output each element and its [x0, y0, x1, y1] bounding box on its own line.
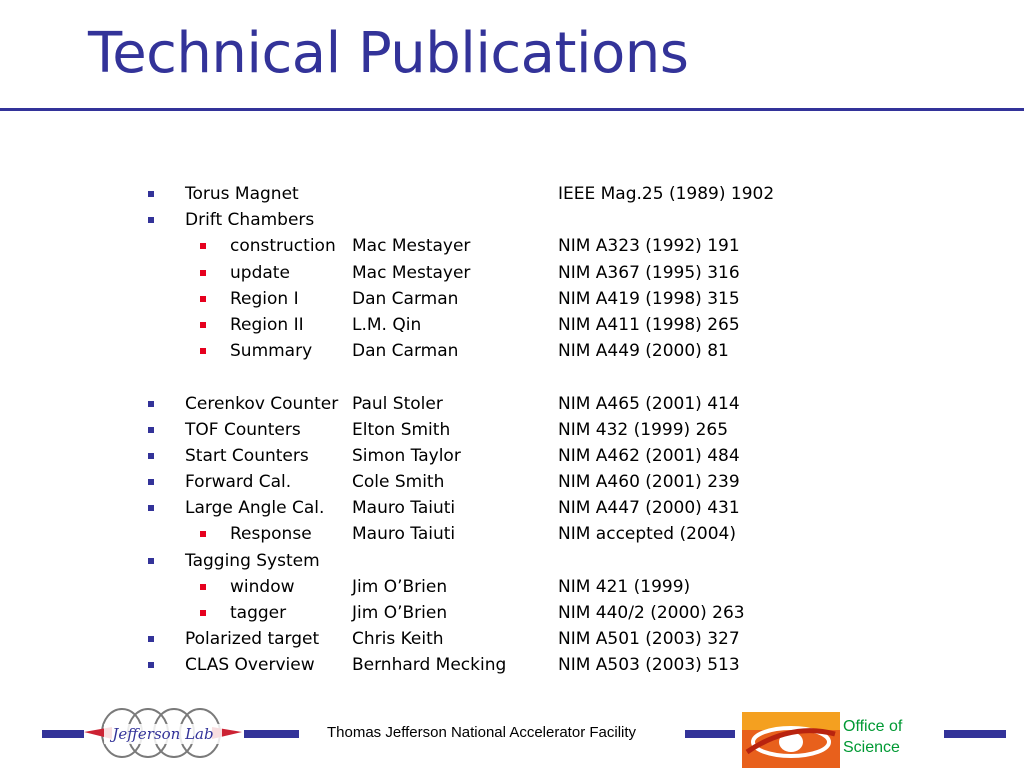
page-title: Technical Publications: [88, 21, 689, 86]
bullet-icon: [148, 558, 154, 564]
publication-row: [0, 443, 1024, 469]
publication-row: [0, 600, 1024, 626]
reference-label: NIM A367 (1995) 316: [558, 262, 740, 283]
sub-bullet-icon: [200, 584, 206, 590]
bullet-icon: [148, 427, 154, 433]
topic-label: construction: [230, 236, 336, 257]
footer-text: Thomas Jefferson National Accelerator Facility: [327, 724, 637, 741]
publication-row: [0, 312, 1024, 338]
sub-bullet-icon: [200, 270, 206, 276]
reference-label: NIM A419 (1998) 315: [558, 288, 740, 309]
publication-row: [0, 260, 1024, 286]
author-label: Jim O’Brien: [352, 576, 448, 597]
publication-row: [0, 521, 1024, 547]
topic-label: Region I: [230, 288, 299, 309]
bullet-icon: [148, 505, 154, 511]
topic-label: Response: [230, 524, 312, 545]
topic-label: TOF Counters: [185, 419, 301, 440]
reference-label: NIM accepted (2004): [558, 524, 737, 545]
reference-label: NIM A447 (2000) 431: [558, 498, 740, 519]
reference-label: NIM 440/2 (2000) 263: [558, 603, 745, 623]
sub-bullet-icon: [200, 296, 206, 302]
author-label: Simon Taylor: [352, 445, 461, 466]
reference-label: NIM 432 (1999) 265: [558, 419, 729, 440]
jefferson-lab-logo: [82, 705, 244, 761]
topic-label: Large Angle Cal.: [185, 498, 325, 519]
bullet-icon: [148, 401, 154, 407]
reference-label: NIM A462 (2001) 484: [558, 445, 740, 466]
bullet-icon: [148, 217, 154, 223]
topic-label: Region II: [230, 314, 304, 335]
topic-label: Start Counters: [185, 445, 309, 466]
reference-label: IEEE Mag.25 (1989) 1902: [558, 184, 775, 204]
publication-row: [0, 391, 1024, 417]
author-label: Dan Carman: [352, 288, 459, 309]
sub-bullet-icon: [200, 610, 206, 616]
author-label: Mac Mestayer: [352, 262, 471, 283]
title-divider: [0, 108, 1024, 111]
office-label-line2: Science: [843, 739, 900, 756]
reference-label: NIM A449 (2000) 81: [558, 341, 729, 362]
publication-row: [0, 417, 1024, 443]
publication-row: [0, 338, 1024, 364]
author-label: Chris Keith: [352, 629, 444, 650]
sub-bullet-icon: [200, 243, 206, 249]
topic-label: Forward Cal.: [185, 472, 292, 493]
topic-label: Tagging System: [185, 550, 320, 571]
publication-row: [0, 652, 1024, 678]
author-label: Dan Carman: [352, 341, 459, 362]
author-label: L.M. Qin: [352, 314, 422, 335]
footer-bar-right: [944, 730, 1006, 738]
office-of-science-label: [843, 716, 902, 758]
publication-row: [0, 181, 1024, 207]
publication-list: [0, 181, 1024, 679]
topic-label: Polarized target: [185, 629, 320, 650]
reference-label: NIM A503 (2003) 513: [558, 655, 740, 676]
publication-row: [0, 469, 1024, 495]
sub-bullet-icon: [200, 531, 206, 537]
footer-bar-mid-right: [685, 730, 735, 738]
author-label: Mauro Taiuti: [352, 524, 456, 545]
topic-label: CLAS Overview: [185, 655, 315, 676]
office-of-science-logo: [742, 712, 840, 768]
author-label: Jim O’Brien: [352, 603, 448, 623]
footer-bar-left: [42, 730, 84, 738]
footer: [0, 700, 1024, 768]
topic-label: Cerenkov Counter: [185, 393, 339, 414]
topic-label: window: [230, 576, 295, 597]
reference-label: NIM A411 (1998) 265: [558, 314, 740, 335]
publication-row: [0, 574, 1024, 600]
bullet-icon: [148, 191, 154, 197]
jefferson-lab-logo-text: Jefferson Lab: [112, 725, 214, 743]
publication-row: [0, 495, 1024, 521]
author-label: Bernhard Mecking: [352, 655, 507, 676]
reference-label: NIM A465 (2001) 414: [558, 393, 740, 414]
topic-label: tagger: [230, 603, 287, 623]
office-label-line1: Office of: [843, 718, 903, 735]
publication-row: [0, 207, 1024, 233]
author-label: Elton Smith: [352, 419, 451, 440]
topic-label: Drift Chambers: [185, 210, 315, 231]
reference-label: NIM A460 (2001) 239: [558, 472, 740, 493]
topic-label: update: [230, 262, 290, 283]
topic-label: Torus Magnet: [185, 184, 299, 204]
author-label: Paul Stoler: [352, 393, 443, 414]
publication-row: [0, 626, 1024, 652]
publication-row: [0, 548, 1024, 574]
sub-bullet-icon: [200, 348, 206, 354]
sub-bullet-icon: [200, 322, 206, 328]
publication-row: [0, 233, 1024, 259]
bullet-icon: [148, 453, 154, 459]
topic-label: Summary: [230, 341, 313, 362]
reference-label: NIM 421 (1999): [558, 576, 691, 597]
reference-label: NIM A323 (1992) 191: [558, 236, 740, 257]
bullet-icon: [148, 636, 154, 642]
author-label: Mauro Taiuti: [352, 498, 456, 519]
bullet-icon: [148, 479, 154, 485]
author-label: Mac Mestayer: [352, 236, 471, 257]
publication-row: [0, 286, 1024, 312]
bullet-icon: [148, 662, 154, 668]
footer-bar-mid-left: [244, 730, 299, 738]
reference-label: NIM A501 (2003) 327: [558, 629, 740, 650]
author-label: Cole Smith: [352, 472, 445, 493]
spacer-row: [0, 364, 1024, 390]
